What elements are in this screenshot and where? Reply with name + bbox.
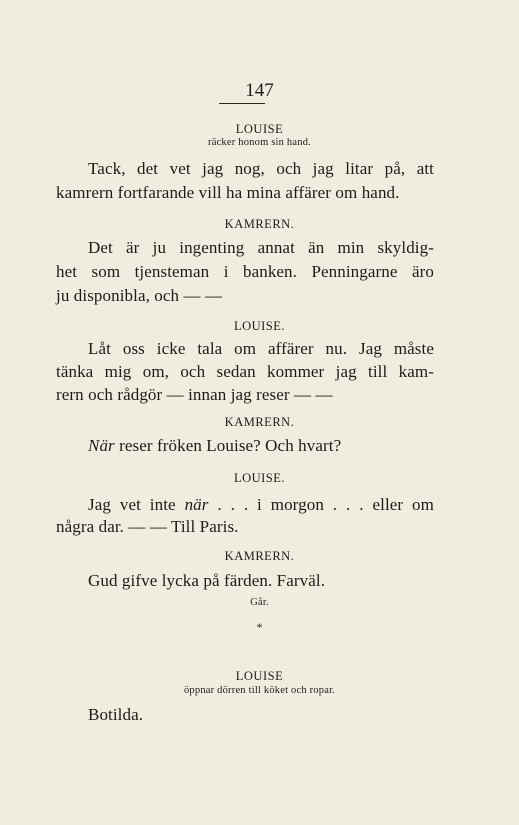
dialogue-line: tänka mig om, och sedan kommer jag till kam- — [56, 362, 434, 381]
speaker-name: LOUISE — [235, 669, 284, 683]
speaker-name: KAMRERN. — [224, 217, 295, 231]
dialogue-line: Låt oss icke tala om affärer nu. Jag måste — [88, 339, 434, 358]
page-number-underline — [219, 103, 265, 104]
speaker-name: LOUISE — [235, 122, 284, 136]
dialogue-line — [88, 436, 341, 456]
speaker-name: LOUISE. — [233, 471, 286, 485]
dialogue-text: Jag vet inte — [88, 495, 185, 514]
speaker-name: LOUISE. — [233, 319, 286, 333]
stage-direction: öppnar dörren till köket och ropar. — [183, 685, 336, 696]
dialogue-line: rern och rådgör — innan jag reser — — — [56, 385, 333, 404]
section-separator: * — [256, 620, 263, 634]
dialogue-text: . . . i morgon . . . eller om — [208, 495, 434, 514]
dialogue-line: Botilda. — [88, 705, 144, 724]
speaker-name: KAMRERN. — [224, 415, 295, 429]
dialogue-line: kamrern fortfarande vill ha mina affärer om hand. — [56, 183, 400, 202]
dialogue-line: het som tjensteman i banken. Penningarne äro — [56, 262, 434, 281]
dialogue-text: reser fröken Louise? Och hvart? — [114, 436, 342, 455]
dialogue-line: ju disponibla, och — — — [56, 286, 223, 305]
dialogue-line: några dar. — — Till Paris. — [56, 517, 239, 536]
italic-word: När — [88, 436, 115, 455]
italic-word: när — [184, 495, 209, 514]
speaker-name: KAMRERN. — [224, 549, 295, 563]
dialogue-line — [88, 495, 434, 515]
dialogue-line: Tack, det vet jag nog, och jag litar på, att — [88, 159, 434, 178]
stage-direction: räcker honom sin hand. — [208, 137, 311, 148]
dialogue-line: Det är ju ingenting annat än min skyldig- — [88, 238, 434, 257]
stage-direction: Går. — [250, 597, 269, 608]
page-number: 147 — [245, 80, 274, 101]
dialogue-line: Gud gifve lycka på färden. Farväl. — [88, 571, 326, 590]
